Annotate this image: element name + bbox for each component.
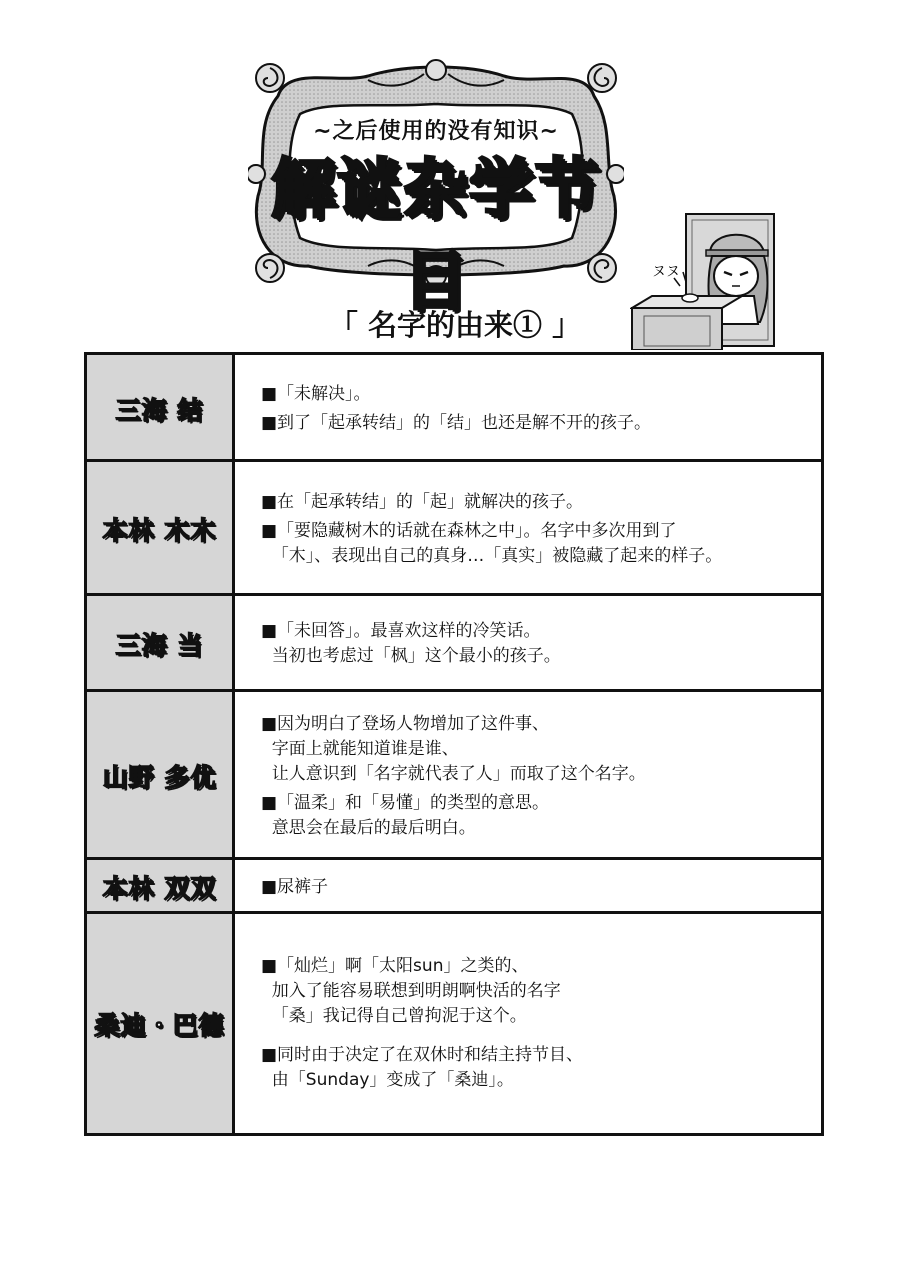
description-paragraph: ■同时由于决定了在双休时和结主持节目、 由「Sunday」变成了「桑迪」。 — [261, 1045, 584, 1090]
title-main: 解谜杂学节目 — [271, 153, 601, 319]
mascot-illustration — [630, 212, 778, 350]
character-name: 三海 当 — [115, 631, 204, 660]
character-name: 本林 木木 — [102, 516, 217, 545]
title-subtitle: ~之后使用的没有知识~ — [313, 119, 559, 144]
description-cell — [235, 914, 821, 1133]
girl-at-podium-icon — [630, 212, 778, 350]
name-cell — [87, 355, 235, 462]
name-cell — [87, 596, 235, 692]
description-paragraph: ■「未回答」。最喜欢这样的冷笑话。 当初也考虑过「枫」这个最小的孩子。 — [261, 621, 561, 666]
table-row — [87, 459, 821, 596]
table-row — [87, 689, 821, 860]
name-cell — [87, 692, 235, 860]
names-table — [84, 352, 824, 1136]
description-cell — [235, 462, 821, 596]
table-row — [87, 355, 821, 462]
character-name: 桑迪・巴德 — [94, 1010, 225, 1040]
description-cell — [235, 355, 821, 462]
name-cell — [87, 914, 235, 1133]
name-cell — [87, 860, 235, 914]
description-cell — [235, 860, 821, 914]
section-heading: 「 名字的由来① 」 — [328, 308, 582, 342]
description-paragraph: ■「要隐藏树木的话就在森林之中」。名字中多次用到了 「木」、表现出自己的真身…「真实」被隐藏了起来的样子。 — [261, 520, 723, 566]
description-paragraph: ■在「起承转结」的「起」就解决的孩子。 — [261, 491, 584, 512]
table-row — [87, 911, 821, 1133]
character-name: 本林 双双 — [102, 874, 217, 903]
description-paragraph: ■「未解决」。 — [261, 383, 371, 404]
sound-effect-text: ヌヌ — [652, 264, 680, 280]
description-cell — [235, 692, 821, 860]
description-cell — [235, 596, 821, 692]
description-paragraph: ■「温柔」和「易懂」的类型的意思。 意思会在最后的最后明白。 — [261, 792, 550, 838]
table-row — [87, 857, 821, 914]
description-paragraph: ■「灿烂」啊「太阳sun」之类的、 加入了能容易联想到明朗啊快活的名字 「桑」我记得自己曾拘泥于这个。 — [261, 956, 561, 1026]
description-paragraph: ■尿裤子 — [261, 876, 329, 897]
table-row — [87, 593, 821, 692]
character-name: 三海 结 — [115, 395, 204, 425]
title-frame — [248, 56, 624, 319]
description-paragraph: ■因为明白了登场人物增加了这件事、 字面上就能知道谁是谁、 让人意识到「名字就代表了人」而取了这个名字。 — [261, 713, 646, 784]
character-name: 山野 多优 — [102, 763, 217, 792]
name-cell — [87, 462, 235, 596]
description-paragraph: ■到了「起承转结」的「结」也还是解不开的孩子。 — [261, 412, 652, 433]
